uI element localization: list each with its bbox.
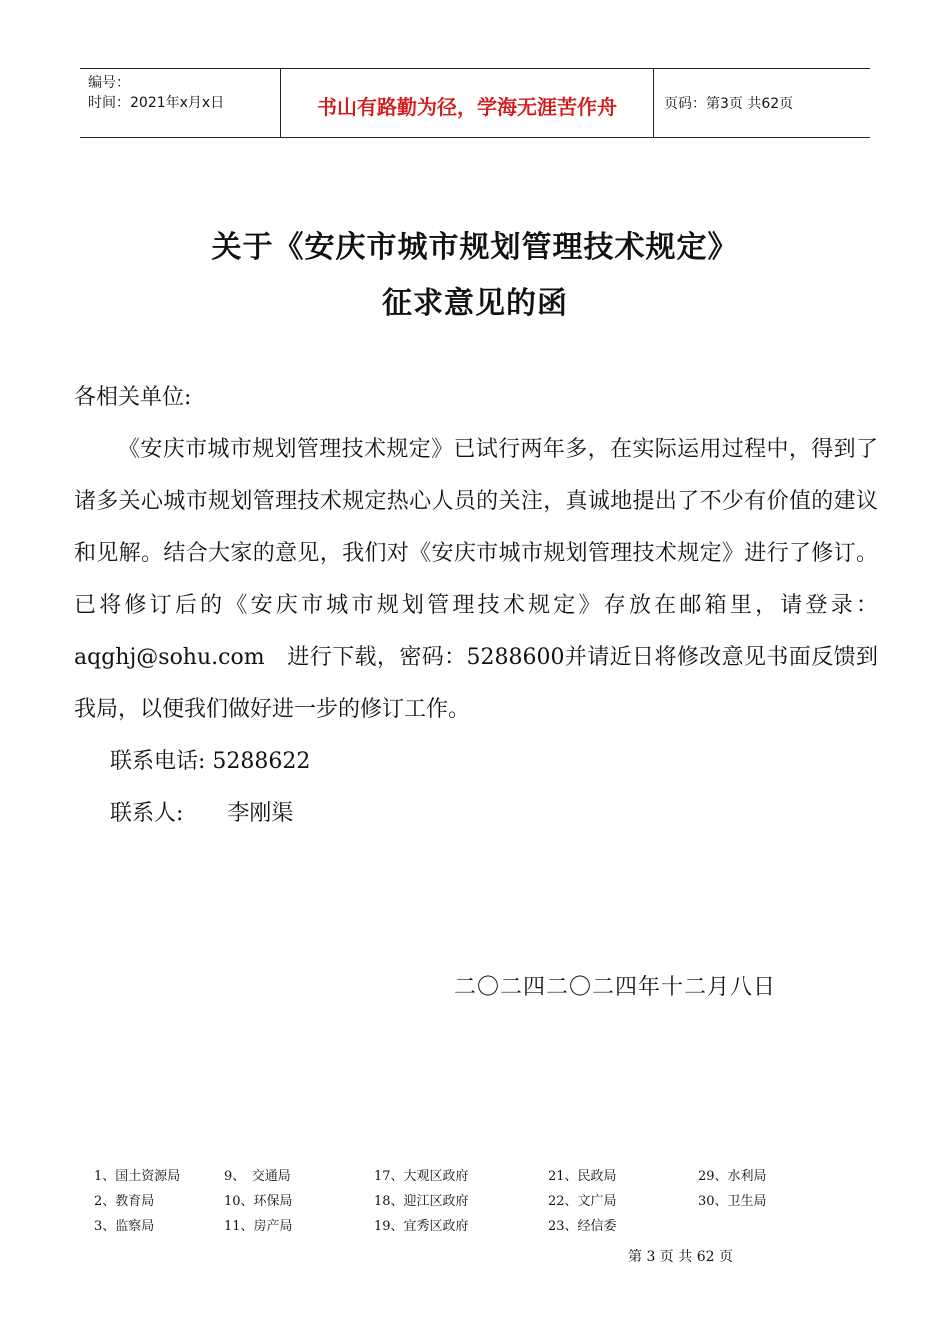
time-label: 时间：2021年x月x日: [88, 95, 225, 111]
distribution-item: 18、迎江区政府: [374, 1194, 469, 1209]
document-body: [74, 372, 878, 840]
contact-phone: [74, 736, 878, 788]
phone-value: 5288622: [212, 749, 311, 774]
distribution-item: 29、水利局: [698, 1169, 767, 1184]
distribution-row: [94, 1164, 814, 1189]
document-title-line2: 征求意见的函: [382, 286, 568, 321]
distribution-item: 10、环保局: [224, 1194, 293, 1209]
distribution-item: 9、 交通局: [224, 1169, 291, 1184]
header-motto: 书山有路勤为径，学海无涯苦作舟: [280, 69, 654, 137]
header-page-info: 页码：第3页 共62页: [664, 96, 794, 112]
header-left-cell: [80, 69, 280, 137]
distribution-row: [94, 1214, 814, 1239]
distribution-item: 17、大观区政府: [374, 1169, 469, 1184]
distribution-item: 2、教育局: [94, 1194, 155, 1209]
distribution-item: 3、监察局: [94, 1219, 155, 1234]
document-date: 二〇二四二〇二四年十二月八日: [454, 975, 777, 1000]
main-paragraph: 《安庆市城市规划管理技术规定》已试行两年多，在实际运用过程中，得到了诸多关心城市规划管理技术规定热心人员的关注，真诚地提出了不少有价值的建议和见解。结合大家的意见，我们对《安庆市城市规划管理技术规定》进行了修订。已将修订后的《安庆市城市规划管理技术规定》存放在邮箱里，请登录：aqghj@sohu.com 进行下载，密码：5288600并请近日将修改意见书面反馈到我局，以便我们做好进一步的修订工作。: [74, 437, 878, 722]
person-label: 联系人:: [110, 801, 184, 826]
distribution-item: 23、经信委: [548, 1219, 617, 1234]
distribution-item: 11、房产局: [224, 1219, 293, 1234]
phone-label: 联系电话:: [110, 749, 206, 774]
distribution-item: 19、宜秀区政府: [374, 1219, 469, 1234]
header-table: [80, 68, 870, 138]
distribution-row: [94, 1189, 814, 1214]
salutation: 各相关单位:: [74, 385, 192, 410]
distribution-item: 1、国土资源局: [94, 1169, 181, 1184]
distribution-item: 22、文广局: [548, 1194, 617, 1209]
document-title-line1: 关于《安庆市城市规划管理技术规定》: [211, 230, 739, 265]
page-footer: 第 3 页 共 62 页: [628, 1249, 733, 1265]
number-label: 编号：: [88, 75, 130, 91]
distribution-list: [94, 1164, 814, 1239]
contact-person: [74, 788, 878, 840]
distribution-item: 21、民政局: [548, 1169, 617, 1184]
distribution-item: 30、卫生局: [698, 1194, 767, 1209]
person-value: 李刚渠: [227, 801, 294, 826]
